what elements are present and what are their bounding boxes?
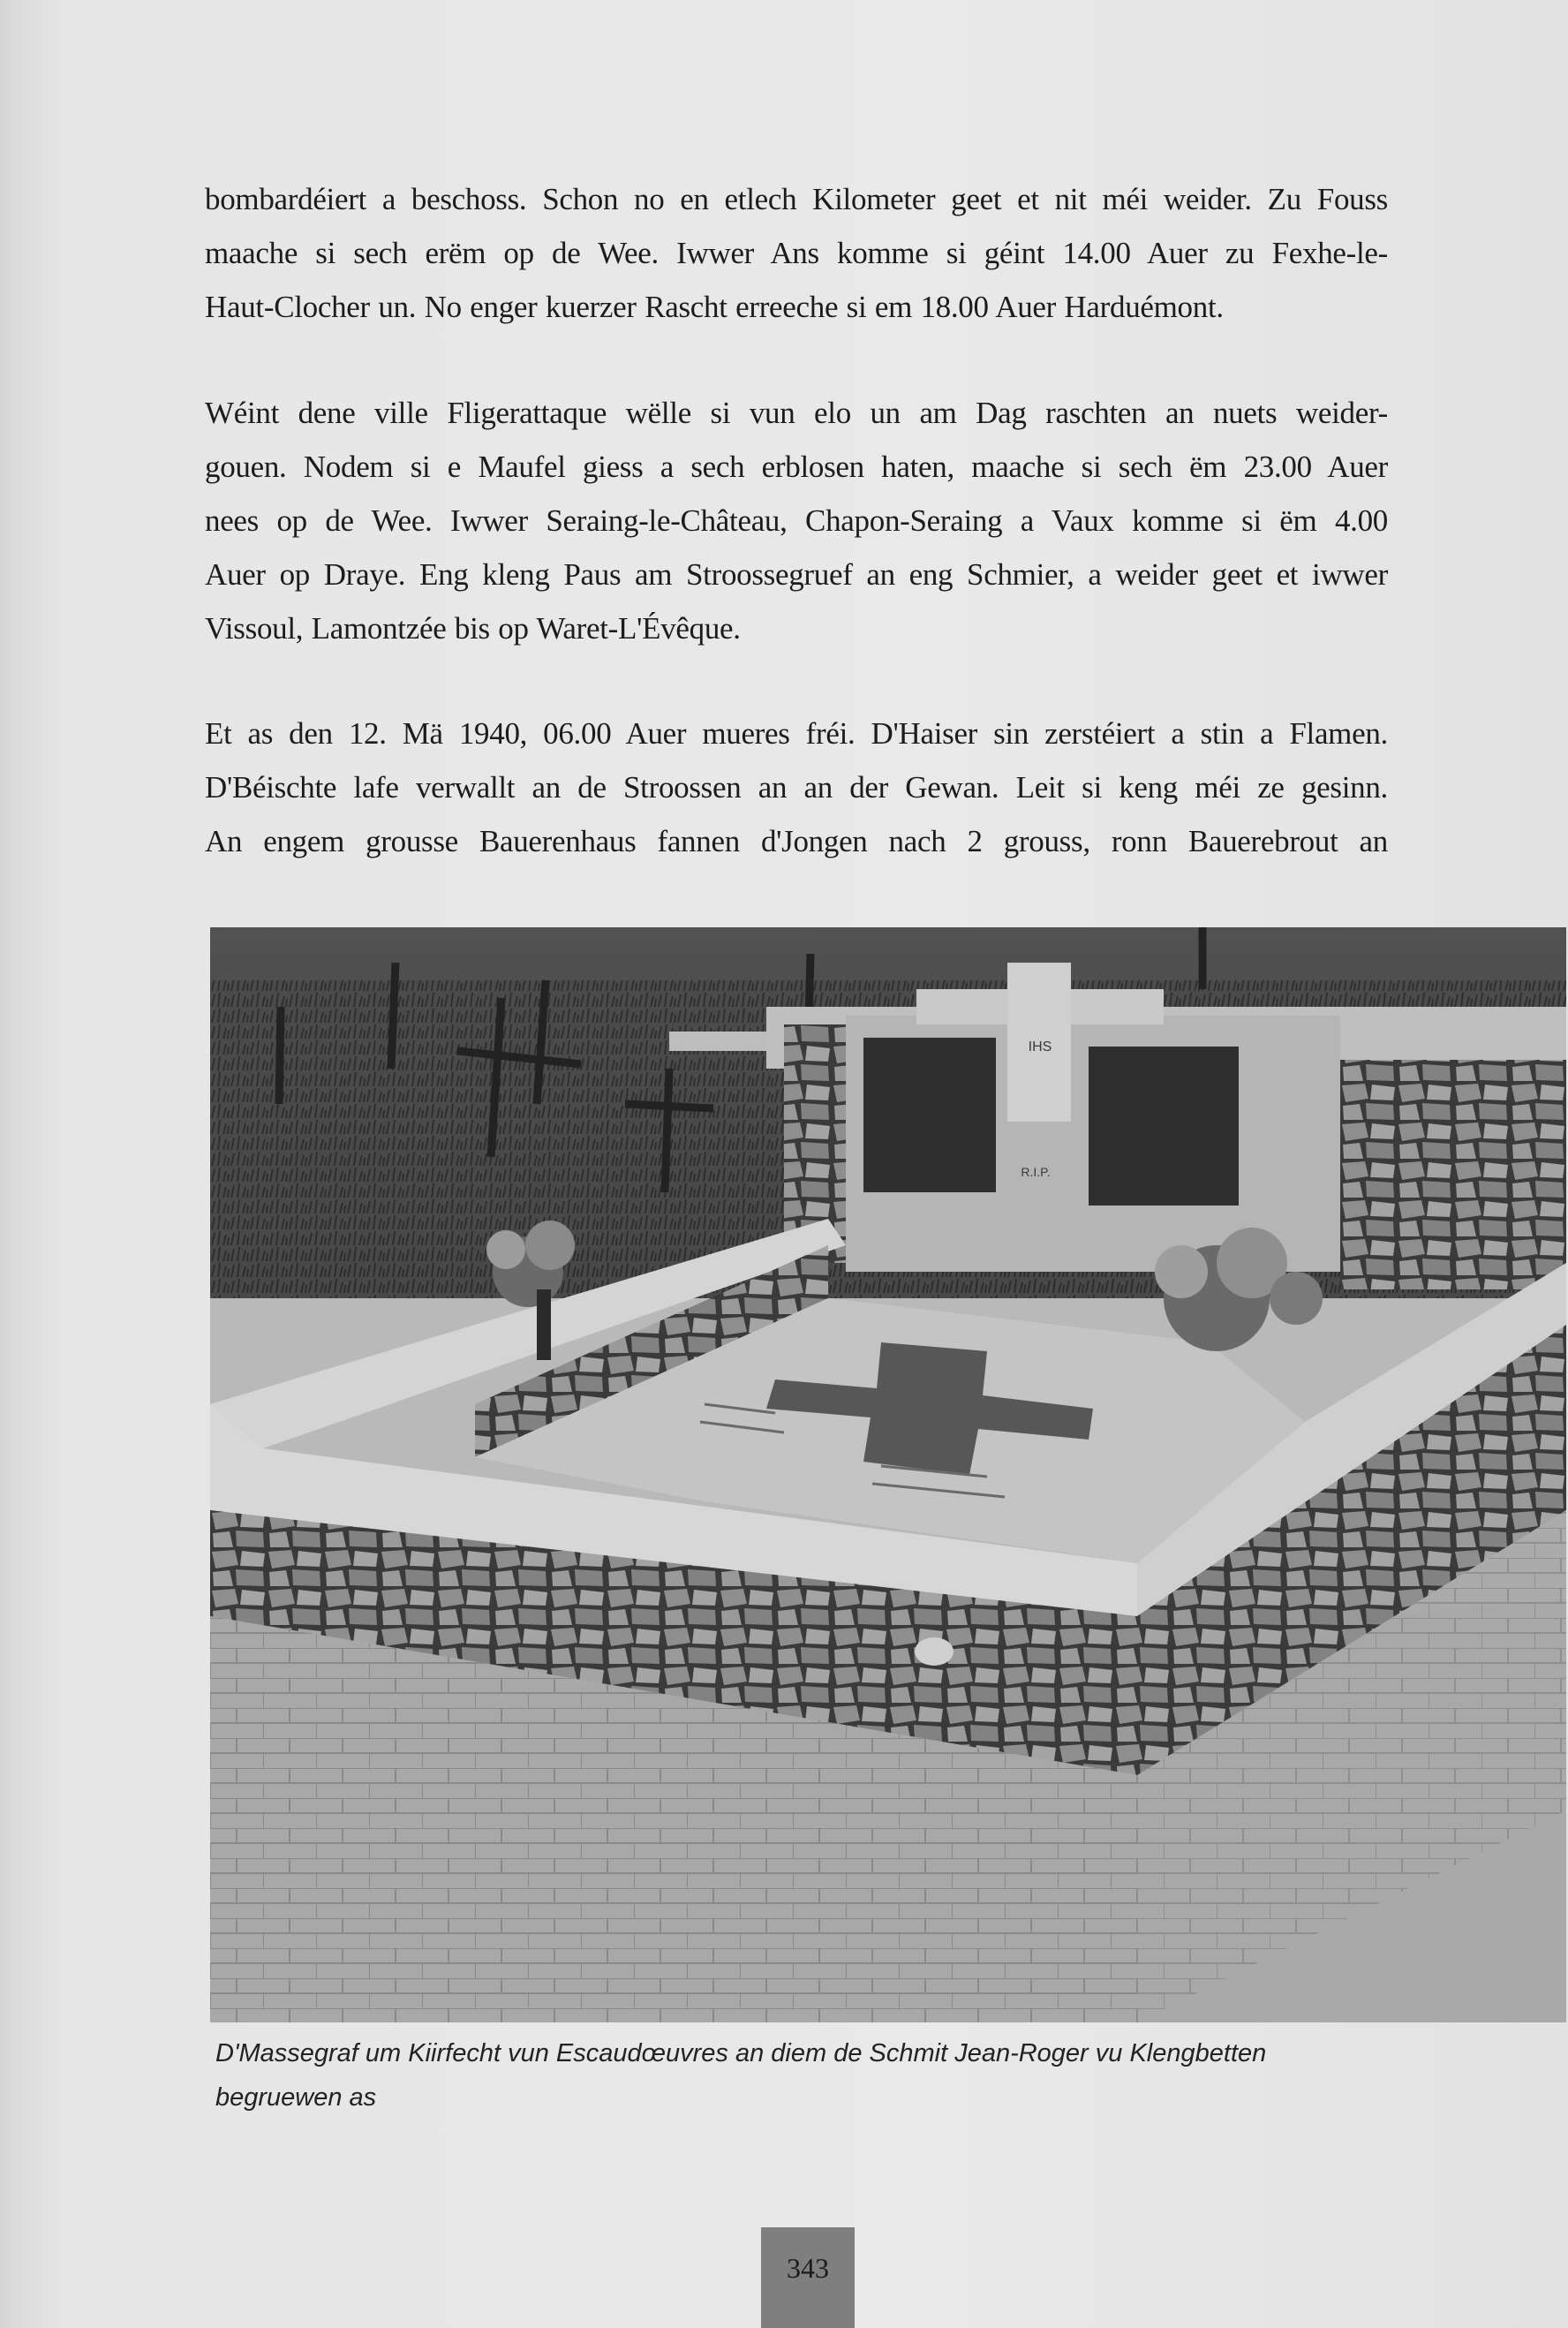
paragraph-2 — [205, 386, 1388, 655]
text-line: gouen. Nodem si e Maufel giess a sech erblosen haten, maache si sech ëm 23.00 Auer — [205, 450, 1388, 484]
paragraph-1 — [205, 172, 1388, 334]
text-line: bombardéiert a beschoss. Schon no en etlech Kilometer geet et nit méi weider. Zu Fouss — [205, 182, 1388, 216]
text-line: Wéint dene ville Fligerattaque wëlle si vun elo un am Dag raschten an nuets weider- — [205, 396, 1388, 430]
paragraph-3 — [205, 707, 1388, 868]
text-line: An engem grousse Bauerenhaus fannen d'Jongen nach 2 grouss, ronn Bauerebrout an — [205, 824, 1388, 858]
text-line: Haut-Clocher un. No enger kuerzer Rascht erreeche si em 18.00 Auer Harduémont. — [205, 290, 1224, 324]
caption-line-1: D'Massegraf um Kiirfecht vun Escaudœuvres an diem de Schmit Jean-Roger vu Klengbetten — [215, 2039, 1267, 2067]
text-line: nees op de Wee. Iwwer Seraing-le-Château, Chapon-Seraing a Vaux komme si ëm 4.00 — [205, 503, 1388, 538]
photo-caption — [215, 2031, 1363, 2120]
headstone — [766, 963, 1566, 1289]
text-line: Auer op Draye. Eng kleng Paus am Stroossegruef an eng Schmier, a weider geet et iwwer — [205, 557, 1388, 592]
text-line: Et as den 12. Mä 1940, 06.00 Auer mueres fréi. D'Haiser sin zerstéiert a stin a Flamen. — [205, 716, 1388, 751]
page-number: 343 — [787, 2252, 829, 2284]
caption-line-2: begruewen as — [215, 2083, 377, 2112]
text-line: D'Béischte lafe verwallt an de Stroossen an an der Gewan. Leit si keng méi ze gesinn. — [205, 770, 1388, 805]
inscription-rip: R.I.P. — [1021, 1165, 1051, 1179]
grave-photo — [210, 927, 1566, 2022]
page-number-tab — [761, 2227, 855, 2328]
text-line: maache si sech erëm op de Wee. Iwwer Ans komme si géint 14.00 Auer zu Fexhe-le- — [205, 236, 1388, 270]
memorial-plaque — [915, 1637, 954, 1666]
inscription-ihs: IHS — [1028, 1039, 1052, 1054]
text-line: Vissoul, Lamontzée bis op Waret-L'Évêque. — [205, 611, 741, 646]
